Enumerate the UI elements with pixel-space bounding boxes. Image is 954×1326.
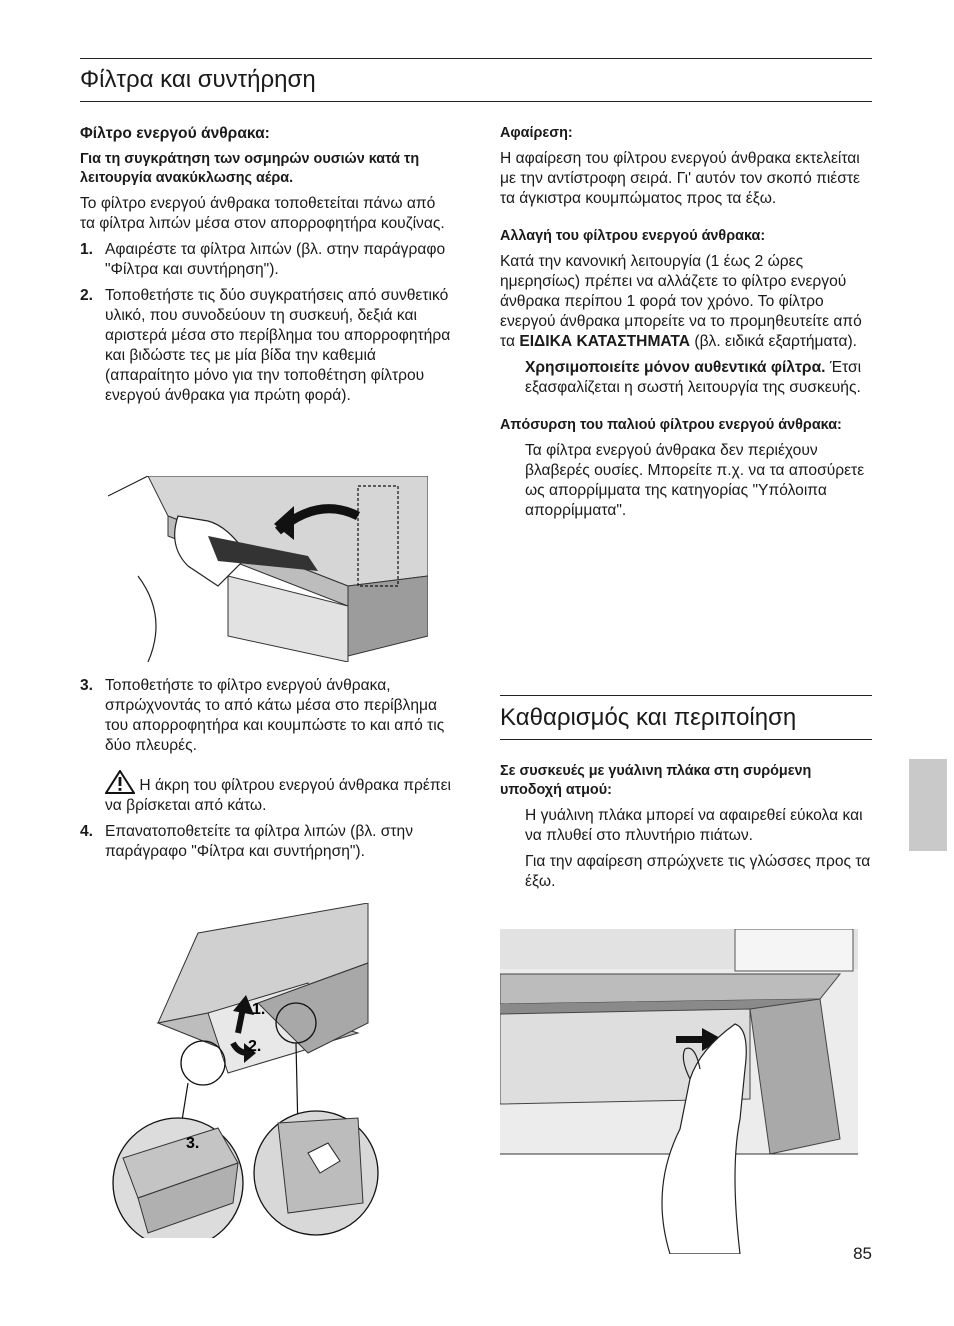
left-column-lower [80, 676, 452, 868]
warning-note [80, 770, 452, 816]
step-3 [80, 676, 452, 756]
step-3-text: Τοποθετήστε το φίλτρο ενεργού άνθρακα, σπρώχνοντάς το από κάτω μέσα στο περίβλημα του απορροφητήρα και κουμπώστε το και από τις δύο πλευρές. [105, 677, 445, 754]
removal-text: Η αφαίρεση του φίλτρου ενεργού άνθρακα εκτελείται με την αντίστροφη σειρά. Γι' αυτόν τον σκοπό πιέστε τα άγκιστρα κουμπώματος προς τα έξω. [500, 150, 860, 207]
right-column-lower [500, 762, 876, 898]
fig2-label-2: 2. [248, 1038, 262, 1055]
step-4-text: Επανατοποθετείτε τα φίλτρα λιπών (βλ. στην παράγραφο "Φίλτρα και συντήρηση"). [105, 823, 414, 860]
change-text-bold: ΕΙΔΙΚΑ ΚΑΤΑΣΤΗΜΑΤΑ [519, 333, 691, 350]
right-column-upper [500, 124, 876, 527]
fig2-label-3: 3. [186, 1135, 200, 1152]
figure-glass-plate [500, 929, 858, 1254]
step-2 [80, 286, 452, 406]
original-filter-note [500, 358, 876, 398]
original-filter-text: Έτσι εξασφαλίζεται η σωστή λειτουργία της συσκευής. [525, 359, 862, 396]
page-title: Φίλτρα και συντήρηση [80, 66, 316, 93]
carbon-filter-intro: Το φίλτρο ενεργού άνθρακα τοποθετείται πάνω από τα φίλτρα λιπών μέσα στον απορροφητήρα κουζίνας. [80, 195, 445, 232]
change-text-1: Κατά την κανονική λειτουργία (1 έως 2 ώρες ημερησίως) πρέπει να αλλάζετε το φίλτρο ενεργού άνθρακα περίπου 1 φορά τον χρόνο. Το φίλτρο ενεργού άνθρακα μπορείτε να το προμηθευτείτε από τα [500, 253, 862, 350]
disposal-text: Τα φίλτρα ενεργού άνθρακα δεν περιέχουν βλαβερές ουσίες. Μπορείτε π.χ. να τα αποσύρετε ως απορρίμματα της κατηγορίας "Υπόλοιπα απορρίμματα". [525, 442, 865, 519]
section-top-rule [500, 695, 872, 696]
carbon-filter-heading: Φίλτρο ενεργού άνθρακα: [80, 125, 270, 142]
warning-icon [105, 770, 135, 794]
step-1-text: Αφαιρέστε τα φίλτρα λιπών (βλ. στην παράγραφο "Φίλτρα και συντήρηση"). [105, 241, 446, 278]
change-text-2: (βλ. ειδικά εξαρτήματα). [694, 333, 858, 350]
glass-text-2: Για την αφαίρεση σπρώχνετε τις γλώσσες προς τα έξω. [525, 853, 871, 890]
step-3-number: 3. [80, 677, 94, 694]
step-2-text: Τοποθετήστε τις δύο συγκρατήσεις από συνθετικό υλικό, που συνοδεύουν τη συσκευή, δεξιά και αριστερά μέσα στο περίβλημα του απορροφητήρα και βιδώστε τες με μία βίδα την καθεμιά (απαραίτητο μόνο για την τοποθέτηση φίλτρου ενεργού άνθρακα για πρώτη φορά). [105, 287, 451, 404]
fig2-label-1: 1. [252, 1001, 266, 1018]
removal-heading: Αφαίρεση: [500, 125, 573, 141]
glass-heading: Σε συσκευές με γυάλινη πλάκα στη συρόμενη υποδοχή ατμού: [500, 763, 812, 798]
figure-insert-filter [108, 903, 458, 1238]
original-filter-bold: Χρησιμοποιείτε μόνον αυθεντικά φίλτρα. [525, 359, 826, 376]
chapter-thumb-tab [909, 759, 947, 851]
step-4 [80, 822, 452, 862]
title-rule [80, 101, 872, 102]
left-column-upper [80, 124, 452, 412]
change-heading: Αλλαγή του φίλτρου ενεργού άνθρακα: [500, 228, 766, 244]
step-2-number: 2. [80, 287, 94, 304]
disposal-heading: Απόσυρση του παλιού φίλτρου ενεργού άνθρακα: [500, 417, 842, 433]
step-4-number: 4. [80, 823, 94, 840]
page-number: 85 [853, 1244, 872, 1263]
glass-text-1: Η γυάλινη πλάκα μπορεί να αφαιρεθεί εύκολα και να πλυθεί στο πλυντήριο πιάτων. [525, 807, 863, 844]
figure-install-holders [108, 476, 428, 662]
section-title-cleaning: Καθαρισμός και περιποίηση [500, 704, 797, 731]
step-1-number: 1. [80, 241, 94, 258]
change-text [500, 252, 876, 352]
carbon-filter-subheading: Για τη συγκράτηση των οσμηρών ουσιών κατά τη λειτουργία ανακύκλωσης αέρα. [80, 151, 420, 186]
step-1 [80, 240, 452, 280]
top-rule [80, 58, 872, 59]
warning-text: Η άκρη του φίλτρου ενεργού άνθρακα πρέπει να βρίσκεται από κάτω. [105, 777, 452, 814]
section-bottom-rule [500, 739, 872, 740]
